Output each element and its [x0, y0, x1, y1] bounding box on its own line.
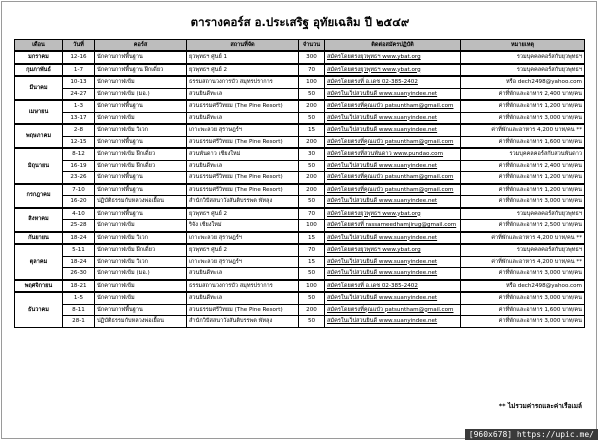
cell-venue: เกาะพะลวย สุราษฎร์ฯ — [187, 232, 299, 245]
cell-course: นักคานกาฬเข้ม ฝึกเดี่ยว — [95, 244, 187, 256]
cell-course: ปฏิบัติธรรมกับหลวงพ่อเยื้อน — [95, 316, 187, 328]
cell-remark: ค่าที่พักและอาหาร 3,000 บาท/คน — [461, 268, 585, 280]
cell-remark: รวมบุคคลคอร์สกับยุวพุทธฯ — [461, 64, 585, 77]
cell-seats: 300 — [299, 51, 325, 64]
table-row — [15, 208, 585, 220]
cell-course: นักคานกาฬพื้นฐาน — [95, 136, 187, 148]
cell-venue: สวนธรรมศรีวิทยม (The Pine Resort) — [187, 136, 299, 148]
cell-venue: ยุวพุทธฯ ศูนย์ 2 — [187, 208, 299, 220]
cell-contact-link[interactable]: สมัครในเว็ปสวนยินดี www.suanyindee.net — [325, 124, 461, 136]
cell-course: นักคานกาฬพื้นฐาน — [95, 172, 187, 184]
cell-venue: สวนธรรมศรีวิทยม (The Pine Resort) — [187, 100, 299, 112]
cell-venue: ริจัง เชียงใหม่ — [187, 220, 299, 232]
cell-remark: รวมบุคคลคอร์สกับยุวพุทธฯ — [461, 244, 585, 256]
cell-remark: ค่าที่พักและอาหาร 2,400 บาท/คน — [461, 160, 585, 172]
cell-date: 2-8 — [63, 124, 95, 136]
cell-seats: 50 — [299, 112, 325, 124]
cell-venue: เกาะพะลวย สุราษฎร์ฯ — [187, 124, 299, 136]
cell-contact-link[interactable]: สมัครโดยตรงที่ อ.เดช 02-385-2402 — [325, 280, 461, 293]
cell-month: กุมภาพันธ์ — [15, 64, 63, 77]
cell-venue: สวนยินดีทะเล — [187, 112, 299, 124]
cell-venue: สวนธรรมศรีวิทยม (The Pine Resort) — [187, 172, 299, 184]
cell-date: 8-12 — [63, 148, 95, 160]
col-header-month: เดือน — [15, 40, 63, 52]
cell-course: นักคานกาฬเข้ม ฝึกเดี่ยว — [95, 160, 187, 172]
cell-seats: 50 — [299, 268, 325, 280]
cell-venue: ยุวพุทธฯ ศูนย์ 2 — [187, 64, 299, 77]
document-title: ตารางคอร์ส อ.ประเสริฐ อุทัยเฉลิม ปี ๒๕๔๙ — [190, 15, 410, 29]
cell-contact-link[interactable]: สมัครในเว็ปสวนยินดี www.suanyindee.net — [325, 292, 461, 304]
cell-remark: ค่าที่พักและอาหาร 1,200 บาท/คน — [461, 100, 585, 112]
cell-seats: 70 — [299, 244, 325, 256]
cell-seats: 15 — [299, 232, 325, 245]
cell-venue: สวนยินดีทะเล — [187, 268, 299, 280]
cell-remark: ค่าที่พักและอาหาร 1,600 บาท/คน — [461, 136, 585, 148]
cell-contact-link[interactable]: สมัครในเว็ปสวนยินดี www.suanyindee.net — [325, 160, 461, 172]
watermark-banner: [960x678] https://upic.me/ — [465, 429, 598, 440]
cell-course: นักคานกาฬเข้ม — [95, 112, 187, 124]
footnote: ** ไม่รวมค่ารถและค่าเรือเมล์ — [498, 402, 582, 410]
table-row — [15, 292, 585, 304]
table-row — [15, 316, 585, 328]
table-row — [15, 268, 585, 280]
cell-month: พฤศจิกายน — [15, 280, 63, 293]
cell-course: นักคานกาฬเข้ม — [95, 292, 187, 304]
table-row — [15, 136, 585, 148]
cell-contact-link[interactable]: สมัครโดยตรงยุวพุทธฯ www.ybat.org — [325, 51, 461, 64]
cell-seats: 200 — [299, 304, 325, 316]
cell-remark: ค่าที่พักและอาหาร 1,200 บาท/คน — [461, 184, 585, 196]
cell-contact-link[interactable]: สมัครในเว็ปสวนยินดี www.suanyindee.net — [325, 316, 461, 328]
cell-date: 7-10 — [63, 184, 95, 196]
cell-month: กรกฎาคม — [15, 184, 63, 208]
cell-remark: ค่าที่พักและอาหาร 4,200 บาท/คน ** — [461, 256, 585, 268]
cell-date: 13-17 — [63, 112, 95, 124]
cell-month: มกราคม — [15, 51, 63, 64]
cell-month: ตุลาคม — [15, 244, 63, 280]
table-row — [15, 280, 585, 293]
table-row — [15, 100, 585, 112]
cell-seats: 200 — [299, 136, 325, 148]
col-header-course: คอร์ส — [95, 40, 187, 52]
cell-remark: ค่าที่พักและอาหาร 3,000 บาท/คน — [461, 196, 585, 208]
cell-remark: รวมบุคคลคอร์สกับสวนพันดาว — [461, 148, 585, 160]
table-row — [15, 256, 585, 268]
cell-date: 23-26 — [63, 172, 95, 184]
cell-remark: ค่าที่พักและอาหาร 2,400 บาท/คน — [461, 88, 585, 100]
cell-contact-link[interactable]: สมัครในเว็ปสวนยินดี www.suanyindee.net — [325, 88, 461, 100]
cell-contact-link[interactable]: สมัครโดยตรงที่ อ.เดช 02-385-2402 — [325, 76, 461, 88]
cell-course: นักคานกาฬพื้นฐาน — [95, 208, 187, 220]
cell-course: นักคานกาฬพื้นฐาน — [95, 51, 187, 64]
cell-seats: 50 — [299, 292, 325, 304]
cell-course: นักคานกาฬเข้ม (มอ.) — [95, 88, 187, 100]
cell-date: 16-20 — [63, 196, 95, 208]
cell-contact-link[interactable]: สมัครในเว็ปสวนยินดี www.suanyindee.net — [325, 268, 461, 280]
cell-seats: 100 — [299, 220, 325, 232]
cell-contact-link[interactable]: สมัครในเว็ปสวนยินดี www.suanyindee.net — [325, 256, 461, 268]
cell-date: 18-24 — [63, 232, 95, 245]
cell-month: เมษายน — [15, 100, 63, 124]
table-row — [15, 160, 585, 172]
cell-month: สิงหาคม — [15, 208, 63, 232]
cell-date: 25-28 — [63, 220, 95, 232]
cell-date: 16-19 — [63, 160, 95, 172]
cell-venue: สวนธรรมศรีวิทยม (The Pine Resort) — [187, 184, 299, 196]
cell-month: กันยายน — [15, 232, 63, 245]
cell-contact-link[interactable]: สมัครในเว็ปสวนยินดี www.suanyindee.net — [325, 196, 461, 208]
cell-venue: สวนยินดีทะเล — [187, 88, 299, 100]
cell-seats: 70 — [299, 64, 325, 77]
cell-date: 8-11 — [63, 304, 95, 316]
cell-date: 1-5 — [63, 292, 95, 304]
cell-contact-link[interactable]: สมัครโดยตรงที่คุณแป๋ว patsuntham@gmail.com — [325, 136, 461, 148]
cell-seats: 50 — [299, 196, 325, 208]
cell-venue: ธรรมสถานวงการบัว สมุทรปราการ — [187, 280, 299, 293]
cell-venue: ยุวพุทธฯ ศูนย์ 2 — [187, 244, 299, 256]
cell-venue: สวนธรรมศรีวิทยม (The Pine Resort) — [187, 304, 299, 316]
cell-remark: ค่าที่พักและอาหาร 1,600 บาท/คน — [461, 304, 585, 316]
cell-venue: สวนยินดีทะเล — [187, 292, 299, 304]
cell-date: 1-3 — [63, 100, 95, 112]
cell-seats: 70 — [299, 208, 325, 220]
cell-date: 28-1 — [63, 316, 95, 328]
cell-remark: ค่าที่พักและอาหาร 4,200 บาท/คน ** — [461, 232, 585, 245]
table-row — [15, 304, 585, 316]
cell-contact-link[interactable]: สมัครโดยตรงที่ rassameedhamjirug@gmail.com — [325, 220, 461, 232]
cell-venue: เกาะพะลวย สุราษฎร์ฯ — [187, 256, 299, 268]
cell-contact-link[interactable]: สมัครโดยตรงยุวพุทธฯ www.ybat.org — [325, 64, 461, 77]
col-header-remark: หมายเหตุ — [461, 40, 585, 52]
cell-date: 10-13 — [63, 76, 95, 88]
cell-month: ธันวาคม — [15, 292, 63, 327]
table-row — [15, 88, 585, 100]
cell-contact-link[interactable]: สมัครโดยตรงที่คุณแป๋ว patsuntham@gmail.com — [325, 100, 461, 112]
cell-course: นักคานกาฬเข้ม (มอ.) — [95, 268, 187, 280]
table-header-row — [15, 40, 585, 52]
cell-venue: สวนยินดีทะเล — [187, 160, 299, 172]
cell-contact-link[interactable]: สมัครโดยตรงยุวพุทธฯ www.ybat.org — [325, 244, 461, 256]
cell-course: นักคานกาฬเข้ม วิเวก — [95, 256, 187, 268]
cell-seats: 15 — [299, 256, 325, 268]
cell-course: นักคานกาฬพื้นฐาน — [95, 304, 187, 316]
table-row — [15, 76, 585, 88]
cell-date: 18-21 — [63, 280, 95, 293]
cell-month: มีนาคม — [15, 76, 63, 100]
cell-seats: 200 — [299, 184, 325, 196]
cell-seats: 200 — [299, 172, 325, 184]
table-row — [15, 220, 585, 232]
cell-remark: รวมบุคคลคอร์สกับยุวพุทธฯ — [461, 51, 585, 64]
table-row — [15, 51, 585, 64]
table-row — [15, 64, 585, 77]
table-row — [15, 244, 585, 256]
schedule-body — [15, 51, 585, 327]
cell-remark: หรือ dech2498@yahoo.com — [461, 76, 585, 88]
table-row — [15, 124, 585, 136]
cell-course: นักคานกาฬพื้นฐาน — [95, 184, 187, 196]
cell-course: นักคานกาฬพื้นฐาน ฝึกเดี่ยว — [95, 64, 187, 77]
table-row — [15, 184, 585, 196]
cell-course: ปฏิบัติธรรมกับหลวงพ่อเยื้อน — [95, 196, 187, 208]
cell-contact-link[interactable]: สมัครโดยตรงที่คุณแป๋ว patsuntham@gmail.com — [325, 304, 461, 316]
cell-venue: สวนพันดาว เชียงใหม่ — [187, 148, 299, 160]
cell-seats: 50 — [299, 88, 325, 100]
cell-remark: ค่าที่พักและอาหาร 3,000 บาท/คน — [461, 316, 585, 328]
cell-contact-link[interactable]: สมัครโดยตรงยุวพุทธฯ www.ybat.org — [325, 208, 461, 220]
cell-course: นักคานกาฬเข้ม — [95, 76, 187, 88]
cell-venue: สำนักวิปัสสนาวังสันติบรรพต พัทลุง — [187, 316, 299, 328]
cell-seats: 100 — [299, 76, 325, 88]
cell-date: 5-11 — [63, 244, 95, 256]
cell-remark: หรือ dech2498@yahoo.com — [461, 280, 585, 293]
cell-course: นักคานกาฬเข้ม วิเวก — [95, 124, 187, 136]
cell-remark: รวมบุคคลคอร์สกับยุวพุทธฯ — [461, 208, 585, 220]
cell-venue: สำนักวิปัสสนาวังสันติบรรพต พัทลุง — [187, 196, 299, 208]
cell-remark: ค่าที่พักและอาหาร 2,500 บาท/คน — [461, 220, 585, 232]
cell-date: 18-24 — [63, 256, 95, 268]
table-row — [15, 112, 585, 124]
table-row — [15, 232, 585, 245]
cell-remark: ค่าที่พักและอาหาร 4,200 บาท/คน ** — [461, 124, 585, 136]
cell-date: 26-30 — [63, 268, 95, 280]
cell-course: นักคานกาฬพื้นฐาน — [95, 100, 187, 112]
cell-contact-link[interactable]: สมัครในเว็ปสวนยินดี www.suanyindee.net — [325, 112, 461, 124]
cell-date: 1-7 — [63, 64, 95, 77]
col-header-date: วันที่ — [63, 40, 95, 52]
cell-seats: 100 — [299, 280, 325, 293]
cell-seats: 15 — [299, 124, 325, 136]
cell-remark: ค่าที่พักและอาหาร 3,000 บาท/คน — [461, 292, 585, 304]
cell-seats: 200 — [299, 100, 325, 112]
cell-seats: 50 — [299, 160, 325, 172]
cell-contact-link[interactable]: สมัครในเว็ปสวนยินดี www.suanyindee.net — [325, 232, 461, 245]
cell-contact-link[interactable]: สมัครโดยตรงที่คุณแป๋ว patsuntham@gmail.com — [325, 184, 461, 196]
cell-course: นักคานกาฬเข้ม — [95, 280, 187, 293]
table-row — [15, 196, 585, 208]
table-row — [15, 148, 585, 160]
table-row — [15, 172, 585, 184]
cell-course: นักคานกาฬเข้ม — [95, 220, 187, 232]
cell-date: 4-10 — [63, 208, 95, 220]
cell-venue: ยุวพุทธฯ ศูนย์ 1 — [187, 51, 299, 64]
col-header-contact: ติดต่อสมัครปฏิบัติ — [325, 40, 461, 52]
cell-course: นักคานกาฬเข้ม วิเวก — [95, 232, 187, 245]
col-header-seats: จำนวน — [299, 40, 325, 52]
cell-contact-link[interactable]: สมัครโดยตรงที่คุณแป๋ว patsuntham@gmail.com — [325, 172, 461, 184]
cell-date: 24-27 — [63, 88, 95, 100]
col-header-venue: สถานที่จัด — [187, 40, 299, 52]
cell-date: 12-16 — [63, 51, 95, 64]
schedule-table — [14, 39, 585, 328]
cell-remark: ค่าที่พักและอาหาร 3,000 บาท/คน — [461, 112, 585, 124]
cell-seats: 30 — [299, 148, 325, 160]
cell-remark: ค่าที่พักและอาหาร 1,200 บาท/คน — [461, 172, 585, 184]
cell-month: มิถุนายน — [15, 148, 63, 184]
cell-venue: ธรรมสถานวงการบัว สมุทรปราการ — [187, 76, 299, 88]
cell-course: นักคานกาฬเข้ม ฝึกเดี่ยว — [95, 148, 187, 160]
cell-contact-link[interactable]: สมัครโดยตรงที่สวนพันดาว www.pundao.com — [325, 148, 461, 160]
cell-date: 12-15 — [63, 136, 95, 148]
cell-seats: 50 — [299, 316, 325, 328]
cell-month: พฤษภาคม — [15, 124, 63, 148]
